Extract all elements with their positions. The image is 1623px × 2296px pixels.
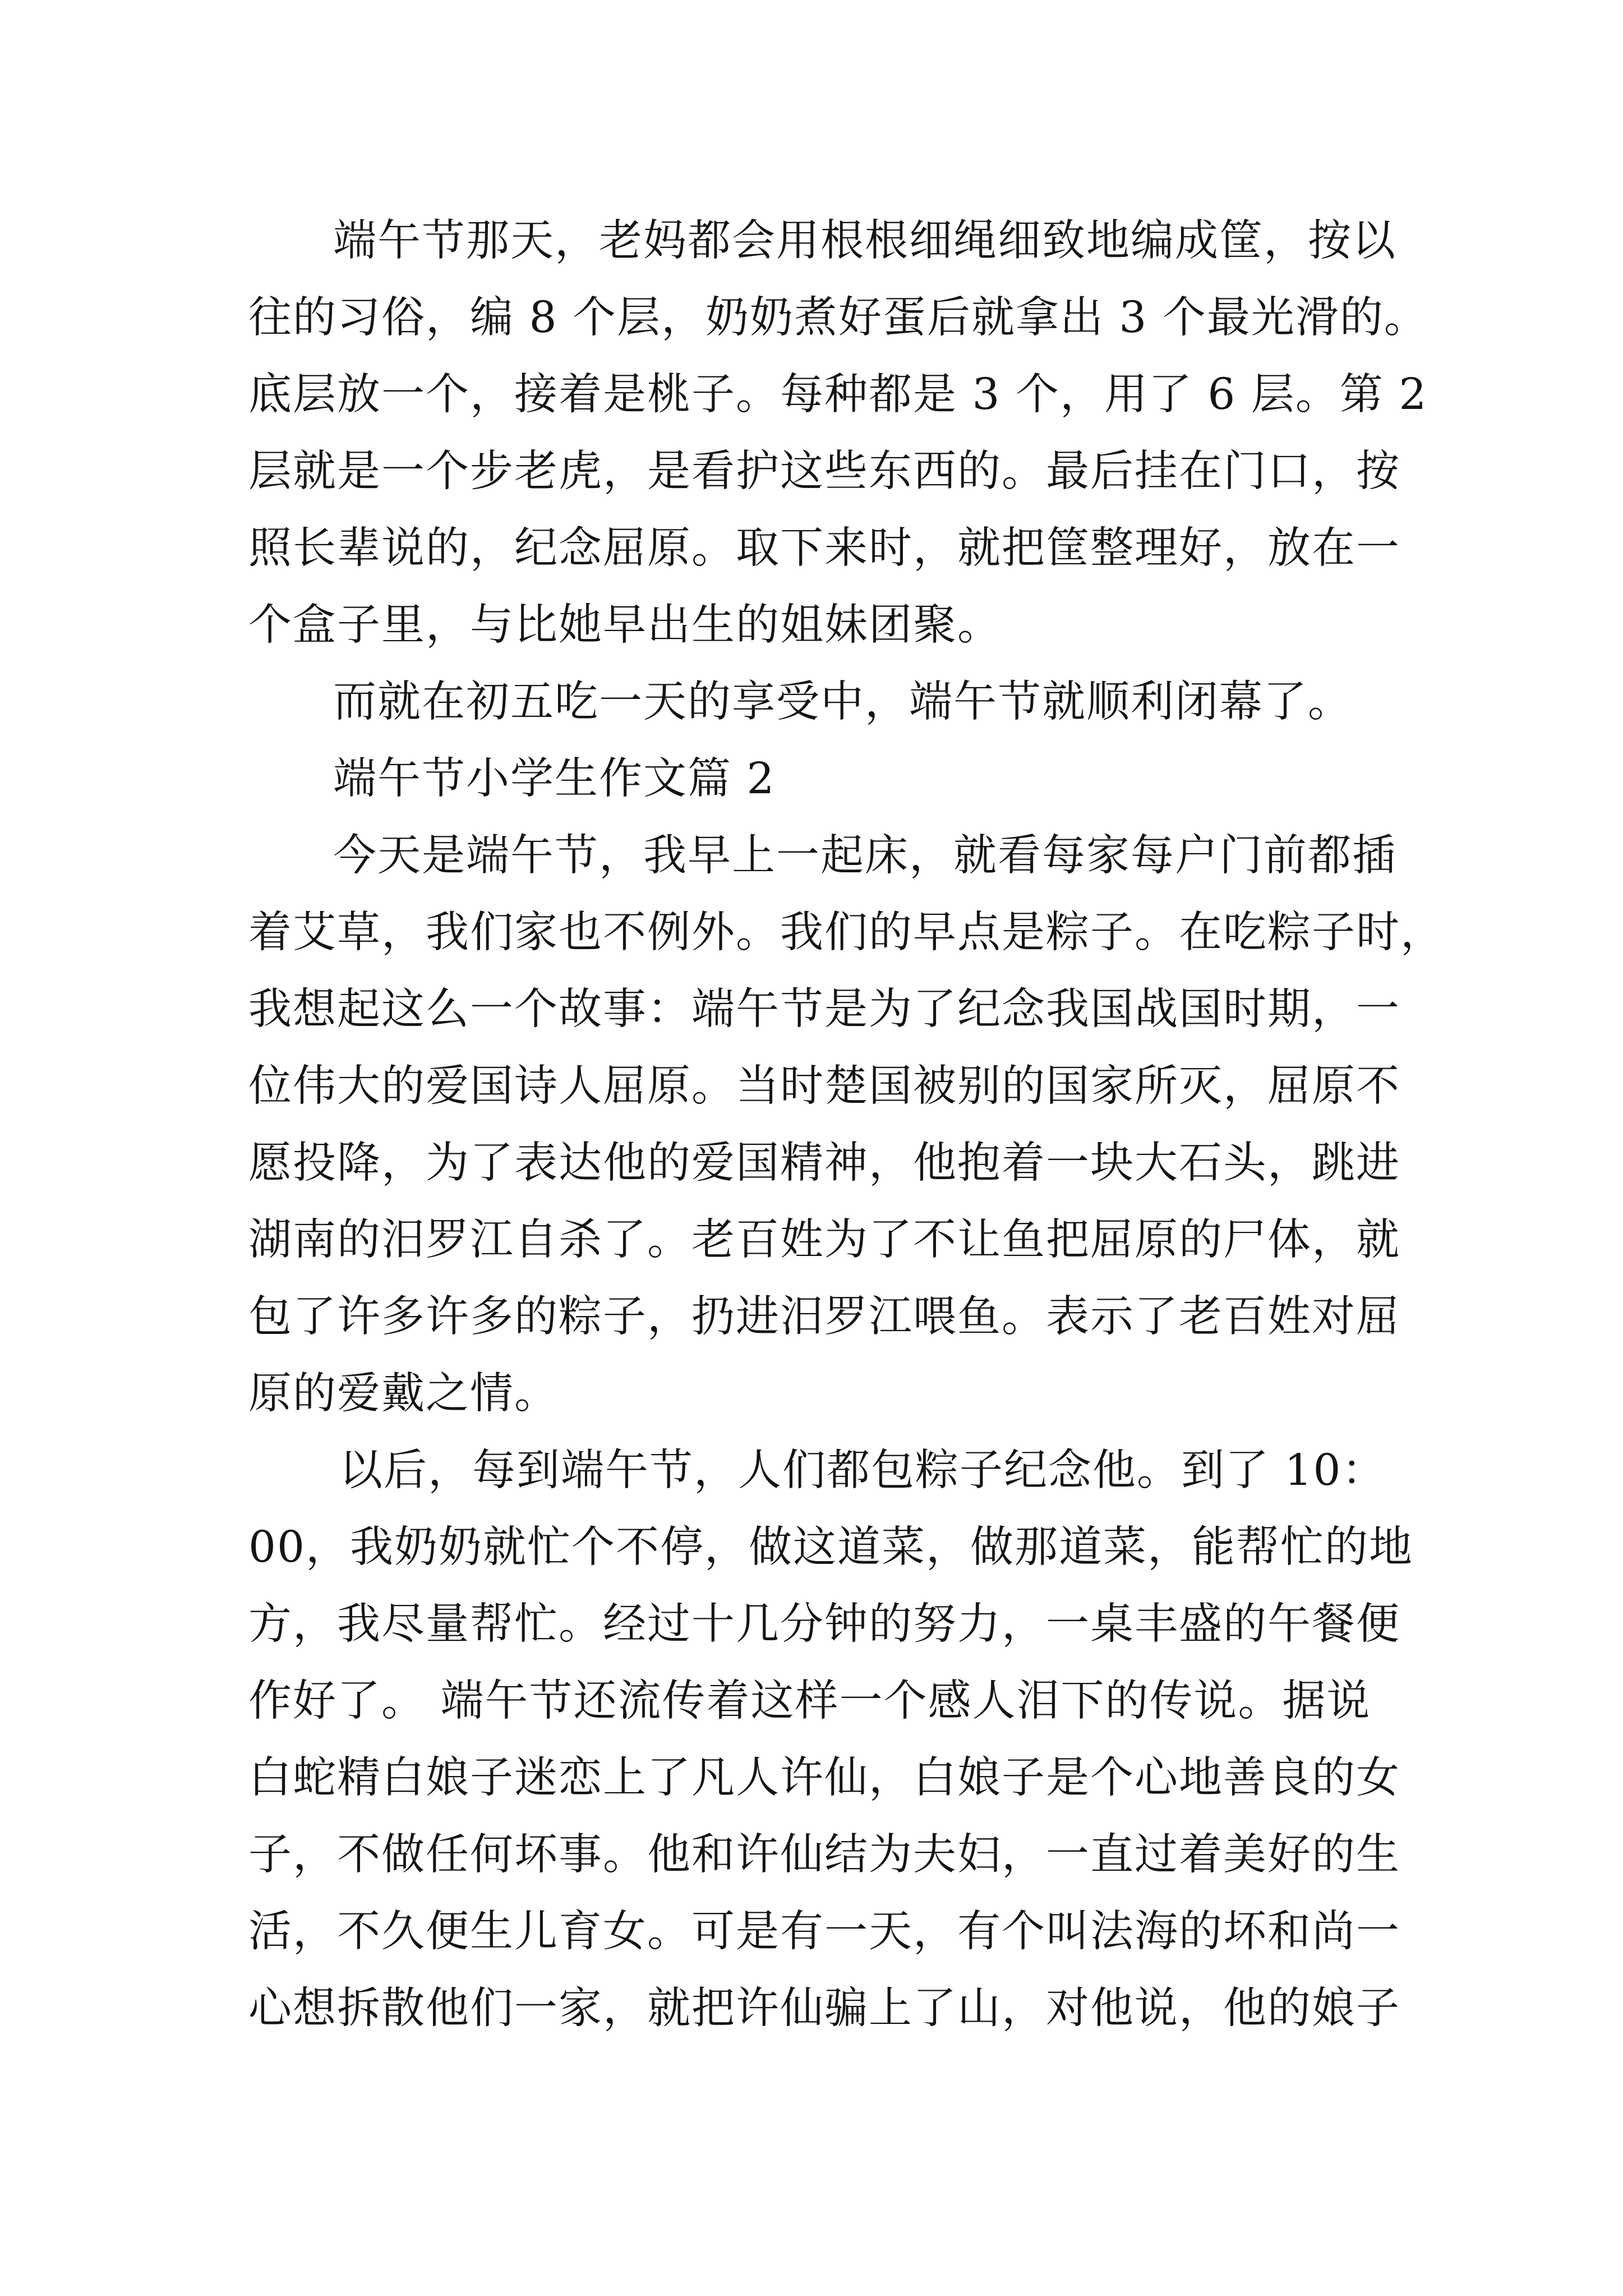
text-line: 方，我尽量帮忙。经过十几分钟的努力，一桌丰盛的午餐便 [248,1599,1400,1649]
text-line: 白蛇精白娘子迷恋上了凡人许仙，白娘子是个心地善良的女 [248,1753,1400,1803]
text-line: 着艾草，我们家也不例外。我们的早点是粽子。在吃粽子时， [248,908,1445,958]
text-line: 底层放一个，接着是桃子。每种都是 3 个，用了 6 层。第 2 [248,370,1428,420]
text-line: 个盒子里，与比她早出生的姐妹团聚。 [248,600,1002,650]
text-line: 我想起这么一个故事：端午节是为了纪念我国战国时期，一 [248,984,1400,1034]
text-line: 层就是一个步老虎，是看护这些东西的。最后挂在门口，按 [248,447,1400,496]
text-line: 活，不久便生儿育女。可是有一天，有个叫法海的坏和尚一 [248,1907,1400,1957]
text-line: 原的爱戴之情。 [248,1369,559,1419]
text-line: 包了许多许多的粽子，扔进汨罗江喂鱼。表示了老百姓对屈 [248,1292,1400,1342]
text-line: 00，我奶奶就忙个不停，做这道菜，做那道菜，能帮忙的地 [248,1522,1413,1572]
text-line: 今天是端午节，我早上一起床，就看每家每户门前都插 [333,831,1396,881]
text-line: 端午节那天，老妈都会用根根细绳细致地编成筐，按以 [333,216,1396,266]
text-line: 位伟大的爱国诗人屈原。当时楚国被别的国家所灭，屈原不 [248,1061,1400,1111]
text-line: 往的习俗，编 8 个层，奶奶煮好蛋后就拿出 3 个最光滑的。 [248,293,1428,343]
text-line: 以后，每到端午节，人们都包粽子纪念他。到了 10： [339,1446,1386,1496]
text-line: 端午节小学生作文篇 2 [333,754,776,804]
text-line: 而就在初五吃一天的享受中，端午节就顺利闭幕了。 [333,677,1352,727]
text-line: 愿投降，为了表达他的爱国精神，他抱着一块大石头，跳进 [248,1138,1400,1188]
text-line: 照长辈说的，纪念屈原。取下来时，就把筐整理好，放在一 [248,523,1400,573]
text-line: 子，不做任何坏事。他和许仙结为夫妇，一直过着美好的生 [248,1830,1400,1880]
text-line: 作好了。 端午节还流传着这样一个感人泪下的传说。据说 [248,1676,1371,1726]
text-line: 心想拆散他们一家，就把许仙骗上了山，对他说，他的娘子 [248,1984,1400,2033]
text-line: 湖南的汨罗江自杀了。老百姓为了不让鱼把屈原的尸体，就 [248,1215,1400,1265]
